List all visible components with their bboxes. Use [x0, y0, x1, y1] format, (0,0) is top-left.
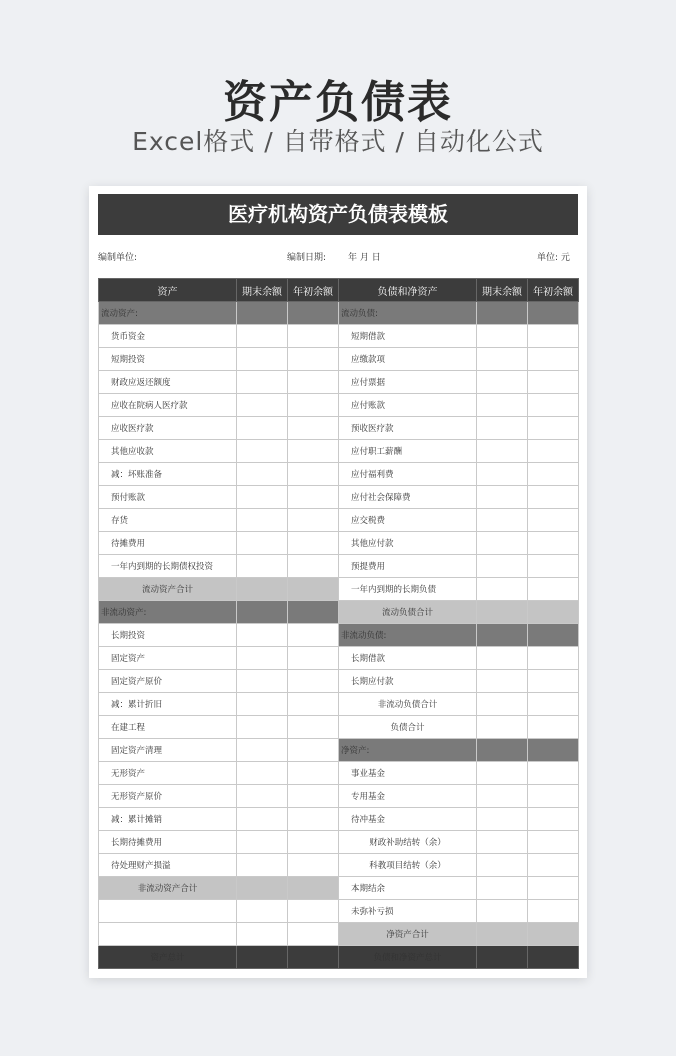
- left-value-cell[interactable]: [237, 739, 288, 762]
- right-label-cell: 非流动负债:: [339, 624, 477, 647]
- table-row: [99, 716, 579, 739]
- left-value-cell[interactable]: [288, 762, 339, 785]
- right-value-cell[interactable]: [528, 394, 579, 417]
- right-label-cell: 应交税费: [339, 509, 477, 532]
- right-value-cell[interactable]: [528, 854, 579, 877]
- table-row: [99, 831, 579, 854]
- left-value-cell[interactable]: [237, 762, 288, 785]
- table-row: [99, 440, 579, 463]
- left-label-cell: 固定资产清理: [99, 739, 237, 762]
- right-value-cell[interactable]: [528, 325, 579, 348]
- left-value-cell[interactable]: [237, 900, 288, 923]
- left-value-cell[interactable]: [237, 831, 288, 854]
- right-value-cell[interactable]: [528, 509, 579, 532]
- right-value-cell[interactable]: [528, 532, 579, 555]
- table-row: [99, 371, 579, 394]
- right-value-cell[interactable]: [477, 946, 528, 969]
- left-label-cell: 固定资产: [99, 647, 237, 670]
- left-value-cell[interactable]: [288, 463, 339, 486]
- right-value-cell[interactable]: [528, 486, 579, 509]
- left-value-cell[interactable]: [288, 440, 339, 463]
- right-value-cell[interactable]: [477, 900, 528, 923]
- left-value-cell[interactable]: [237, 348, 288, 371]
- right-label-cell: 待冲基金: [339, 808, 477, 831]
- left-value-cell[interactable]: [288, 900, 339, 923]
- left-label-cell: 固定资产原价: [99, 670, 237, 693]
- right-value-cell[interactable]: [477, 417, 528, 440]
- left-value-cell[interactable]: [237, 601, 288, 624]
- left-value-cell[interactable]: [237, 302, 288, 325]
- right-value-cell[interactable]: [528, 946, 579, 969]
- table-row: [99, 670, 579, 693]
- right-label-cell: 应付社会保障费: [339, 486, 477, 509]
- right-value-cell[interactable]: [528, 785, 579, 808]
- left-value-cell[interactable]: [237, 716, 288, 739]
- left-label-cell: 非流动资产合计: [99, 877, 237, 900]
- table-row: [99, 693, 579, 716]
- left-label-cell: 长期投资: [99, 624, 237, 647]
- right-value-cell[interactable]: [528, 831, 579, 854]
- info-date-label: 编制日期:: [287, 253, 327, 263]
- right-value-cell[interactable]: [477, 785, 528, 808]
- left-value-cell[interactable]: [237, 624, 288, 647]
- right-value-cell[interactable]: [528, 808, 579, 831]
- left-value-cell[interactable]: [288, 808, 339, 831]
- right-value-cell[interactable]: [477, 532, 528, 555]
- left-label-cell: 长期待摊费用: [99, 831, 237, 854]
- left-value-cell[interactable]: [288, 486, 339, 509]
- left-value-cell[interactable]: [288, 371, 339, 394]
- right-label-cell: 负债合计: [339, 716, 477, 739]
- left-label-cell: 财政应返还额度: [99, 371, 237, 394]
- right-value-cell[interactable]: [477, 440, 528, 463]
- table-row: [99, 854, 579, 877]
- left-value-cell[interactable]: [288, 509, 339, 532]
- right-value-cell[interactable]: [477, 348, 528, 371]
- left-value-cell[interactable]: [288, 394, 339, 417]
- left-value-cell[interactable]: [237, 946, 288, 969]
- right-value-cell[interactable]: [477, 762, 528, 785]
- left-value-cell[interactable]: [288, 923, 339, 946]
- right-value-cell[interactable]: [477, 670, 528, 693]
- left-value-cell[interactable]: [288, 302, 339, 325]
- left-label-cell: 减：累计折旧: [99, 693, 237, 716]
- left-value-cell[interactable]: [237, 555, 288, 578]
- table-row: [99, 624, 579, 647]
- left-label-cell: 无形资产原价: [99, 785, 237, 808]
- left-label-cell: 待摊费用: [99, 532, 237, 555]
- right-value-cell[interactable]: [528, 693, 579, 716]
- table-row: [99, 463, 579, 486]
- left-value-cell[interactable]: [237, 371, 288, 394]
- left-value-cell[interactable]: [237, 463, 288, 486]
- left-label-cell: 减：累计摊销: [99, 808, 237, 831]
- right-value-cell[interactable]: [477, 624, 528, 647]
- left-value-cell[interactable]: [237, 486, 288, 509]
- left-value-cell[interactable]: [237, 670, 288, 693]
- table-row: [99, 808, 579, 831]
- right-label-cell: 专用基金: [339, 785, 477, 808]
- left-label-cell: 短期投资: [99, 348, 237, 371]
- left-value-cell[interactable]: [237, 693, 288, 716]
- header-cell: 年初余额: [288, 279, 339, 302]
- left-value-cell[interactable]: [237, 578, 288, 601]
- info-date-value: 年 月 日: [348, 253, 381, 263]
- right-value-cell[interactable]: [477, 808, 528, 831]
- table-row: [99, 900, 579, 923]
- right-label-cell: 应付职工薪酬: [339, 440, 477, 463]
- table-row: [99, 532, 579, 555]
- left-value-cell[interactable]: [288, 785, 339, 808]
- right-label-cell: 长期应付款: [339, 670, 477, 693]
- table-row: [99, 555, 579, 578]
- balance-sheet: [89, 186, 587, 978]
- table-row: [99, 578, 579, 601]
- right-value-cell[interactable]: [477, 693, 528, 716]
- table-row: [99, 417, 579, 440]
- left-value-cell[interactable]: [288, 601, 339, 624]
- hero-subtitle: Excel格式 / 自带格式 / 自动化公式: [132, 127, 544, 156]
- right-value-cell[interactable]: [528, 348, 579, 371]
- left-value-cell[interactable]: [237, 417, 288, 440]
- right-value-cell[interactable]: [528, 440, 579, 463]
- right-value-cell[interactable]: [528, 578, 579, 601]
- right-value-cell[interactable]: [477, 578, 528, 601]
- header-cell: 负债和净资产: [339, 279, 477, 302]
- right-value-cell[interactable]: [477, 394, 528, 417]
- right-value-cell[interactable]: [477, 325, 528, 348]
- right-value-cell[interactable]: [477, 923, 528, 946]
- left-label-cell: 货币资金: [99, 325, 237, 348]
- right-value-cell[interactable]: [477, 302, 528, 325]
- table-row: [99, 325, 579, 348]
- balance-table: [98, 278, 579, 969]
- right-value-cell[interactable]: [477, 463, 528, 486]
- sheet-title: 医疗机构资产负债表模板: [98, 194, 578, 235]
- table-row: [99, 601, 579, 624]
- right-value-cell[interactable]: [528, 624, 579, 647]
- left-value-cell[interactable]: [288, 647, 339, 670]
- right-value-cell[interactable]: [528, 716, 579, 739]
- right-value-cell[interactable]: [528, 923, 579, 946]
- right-label-cell: 未弥补亏损: [339, 900, 477, 923]
- left-value-cell[interactable]: [288, 532, 339, 555]
- right-label-cell: 其他应付款: [339, 532, 477, 555]
- right-value-cell[interactable]: [477, 877, 528, 900]
- header-row: [99, 279, 579, 302]
- right-label-cell: 负债和净资产总计: [339, 946, 477, 969]
- right-label-cell: 预提费用: [339, 555, 477, 578]
- left-value-cell[interactable]: [237, 877, 288, 900]
- left-value-cell[interactable]: [288, 877, 339, 900]
- right-label-cell: 应付福利费: [339, 463, 477, 486]
- table-body: [99, 302, 579, 969]
- right-label-cell: 短期借款: [339, 325, 477, 348]
- left-label-cell: [99, 900, 237, 923]
- right-value-cell[interactable]: [528, 647, 579, 670]
- left-label-cell: 应收在院病人医疗款: [99, 394, 237, 417]
- right-value-cell[interactable]: [477, 601, 528, 624]
- right-label-cell: 预收医疗款: [339, 417, 477, 440]
- right-label-cell: 本期结余: [339, 877, 477, 900]
- table-row: [99, 509, 579, 532]
- right-label-cell: 一年内到期的长期负债: [339, 578, 477, 601]
- left-value-cell[interactable]: [288, 348, 339, 371]
- header-cell: 期末余额: [237, 279, 288, 302]
- table-row: [99, 739, 579, 762]
- left-label-cell: 减：坏账准备: [99, 463, 237, 486]
- left-value-cell[interactable]: [237, 509, 288, 532]
- left-value-cell[interactable]: [288, 555, 339, 578]
- left-label-cell: 其他应收款: [99, 440, 237, 463]
- left-value-cell[interactable]: [237, 785, 288, 808]
- right-value-cell[interactable]: [528, 371, 579, 394]
- table-row: [99, 486, 579, 509]
- right-value-cell[interactable]: [477, 509, 528, 532]
- left-value-cell[interactable]: [237, 440, 288, 463]
- header-cell: 期末余额: [477, 279, 528, 302]
- right-value-cell[interactable]: [528, 417, 579, 440]
- table-row: [99, 348, 579, 371]
- left-label-cell: 非流动资产:: [99, 601, 237, 624]
- left-value-cell[interactable]: [237, 854, 288, 877]
- right-value-cell[interactable]: [528, 900, 579, 923]
- left-label-cell: 待处理财产损溢: [99, 854, 237, 877]
- hero-title: 资产负债表: [223, 77, 453, 128]
- left-label-cell: 存货: [99, 509, 237, 532]
- table-row: [99, 647, 579, 670]
- right-value-cell[interactable]: [528, 877, 579, 900]
- table-row: [99, 877, 579, 900]
- right-value-cell[interactable]: [528, 601, 579, 624]
- right-value-cell[interactable]: [477, 486, 528, 509]
- left-value-cell[interactable]: [288, 670, 339, 693]
- table-row: [99, 394, 579, 417]
- left-label-cell: 预付账款: [99, 486, 237, 509]
- right-value-cell[interactable]: [528, 739, 579, 762]
- left-value-cell[interactable]: [288, 578, 339, 601]
- right-value-cell[interactable]: [477, 739, 528, 762]
- right-label-cell: 应付账款: [339, 394, 477, 417]
- left-value-cell[interactable]: [288, 946, 339, 969]
- table-row: [99, 762, 579, 785]
- left-value-cell[interactable]: [288, 854, 339, 877]
- header-cell: 资产: [99, 279, 237, 302]
- left-value-cell[interactable]: [237, 923, 288, 946]
- right-value-cell[interactable]: [477, 371, 528, 394]
- right-label-cell: 长期借款: [339, 647, 477, 670]
- header-cell: 年初余额: [528, 279, 579, 302]
- left-label-cell: 流动资产:: [99, 302, 237, 325]
- left-value-cell[interactable]: [288, 417, 339, 440]
- right-label-cell: 科教项目结转（余）: [339, 854, 477, 877]
- table-row: [99, 302, 579, 325]
- right-label-cell: 净资产:: [339, 739, 477, 762]
- left-value-cell[interactable]: [288, 693, 339, 716]
- left-label-cell: 流动资产合计: [99, 578, 237, 601]
- left-value-cell[interactable]: [288, 831, 339, 854]
- right-value-cell[interactable]: [477, 555, 528, 578]
- right-label-cell: 事业基金: [339, 762, 477, 785]
- left-label-cell: [99, 923, 237, 946]
- right-value-cell[interactable]: [477, 716, 528, 739]
- left-value-cell[interactable]: [237, 325, 288, 348]
- left-value-cell[interactable]: [288, 716, 339, 739]
- table-row: [99, 785, 579, 808]
- right-label-cell: 应缴款项: [339, 348, 477, 371]
- left-value-cell[interactable]: [288, 325, 339, 348]
- right-value-cell[interactable]: [477, 831, 528, 854]
- right-value-cell[interactable]: [477, 854, 528, 877]
- right-label-cell: 非流动负债合计: [339, 693, 477, 716]
- left-label-cell: 无形资产: [99, 762, 237, 785]
- right-value-cell[interactable]: [528, 762, 579, 785]
- left-label-cell: 应收医疗款: [99, 417, 237, 440]
- right-value-cell[interactable]: [528, 555, 579, 578]
- left-value-cell[interactable]: [237, 394, 288, 417]
- right-value-cell[interactable]: [528, 670, 579, 693]
- right-value-cell[interactable]: [528, 463, 579, 486]
- right-label-cell: 流动负债合计: [339, 601, 477, 624]
- right-value-cell[interactable]: [528, 302, 579, 325]
- left-value-cell[interactable]: [237, 808, 288, 831]
- info-unit-label: 编制单位:: [98, 253, 138, 263]
- right-label-cell: 财政补助结转（余）: [339, 831, 477, 854]
- left-value-cell[interactable]: [237, 647, 288, 670]
- left-label-cell: 资产总计: [99, 946, 237, 969]
- right-label-cell: 流动负债:: [339, 302, 477, 325]
- right-label-cell: 应付票据: [339, 371, 477, 394]
- left-value-cell[interactable]: [288, 624, 339, 647]
- right-value-cell[interactable]: [477, 647, 528, 670]
- right-label-cell: 净资产合计: [339, 923, 477, 946]
- table-row: [99, 923, 579, 946]
- left-label-cell: 在建工程: [99, 716, 237, 739]
- info-currency-label: 单位: 元: [537, 253, 570, 263]
- left-value-cell[interactable]: [237, 532, 288, 555]
- table-row: [99, 946, 579, 969]
- left-label-cell: 一年内到期的长期债权投资: [99, 555, 237, 578]
- left-value-cell[interactable]: [288, 739, 339, 762]
